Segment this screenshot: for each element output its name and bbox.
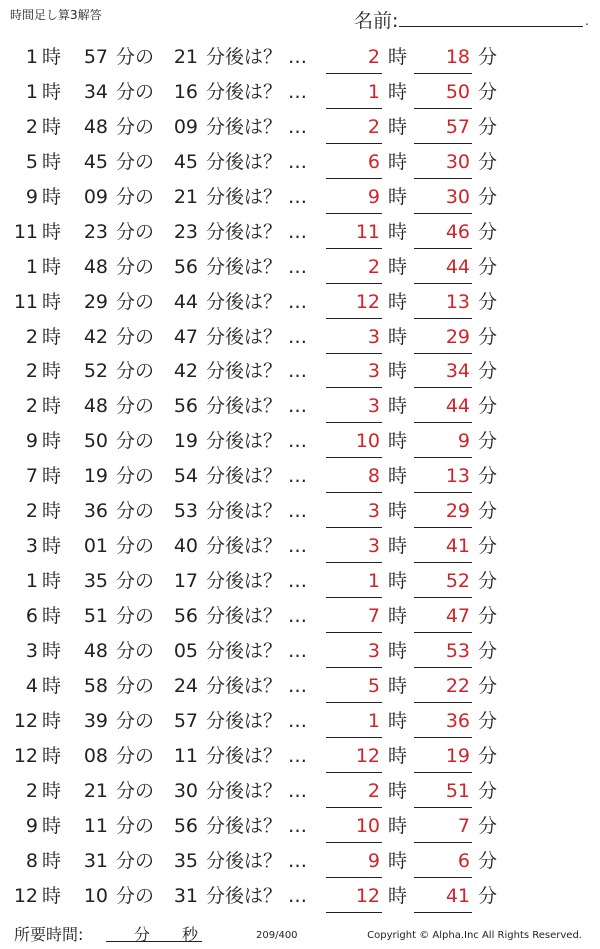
minute-of-label: 分の — [116, 325, 155, 348]
start-minute: 11 — [83, 814, 108, 837]
seconds-unit-label: 秒 — [182, 925, 199, 944]
minute-label: 分 — [478, 115, 498, 138]
hour-label: 時 — [42, 814, 62, 837]
answer-minute[interactable]: 30 — [414, 145, 472, 179]
hour-label: 時 — [388, 500, 408, 523]
problem-row — [0, 879, 600, 914]
problem-row — [0, 669, 600, 704]
question-label: 分後は？ … — [206, 150, 308, 173]
problem-row — [0, 809, 600, 844]
answer-minute[interactable]: 6 — [414, 844, 472, 878]
question-label: 分後は？ … — [206, 255, 308, 278]
problem-row — [0, 285, 600, 320]
answer-hour[interactable]: 3 — [326, 320, 382, 354]
hour-label: 時 — [42, 395, 62, 418]
answer-minute[interactable]: 13 — [414, 285, 472, 319]
hour-label: 時 — [388, 185, 408, 208]
question-label: 分後は？ … — [206, 80, 308, 103]
answer-minute[interactable]: 50 — [414, 75, 472, 109]
minute-of-label: 分の — [116, 185, 155, 208]
hour-label: 時 — [388, 605, 408, 627]
hour-label: 時 — [42, 465, 62, 488]
minute-label: 分 — [478, 150, 498, 173]
answer-hour[interactable]: 1 — [326, 564, 382, 598]
minute-label: 分 — [478, 814, 498, 837]
problem-row — [0, 320, 600, 355]
hour-label: 時 — [42, 709, 62, 732]
question-label: 分後は？ … — [206, 325, 308, 348]
problem-row — [0, 704, 600, 739]
start-hour: 1 — [25, 255, 38, 278]
name-field-line[interactable] — [399, 26, 583, 27]
minute-of-label: 分の — [116, 150, 155, 173]
minute-of-label: 分の — [116, 80, 155, 103]
hour-label: 時 — [388, 535, 408, 558]
start-minute: 10 — [83, 884, 108, 907]
hour-label: 時 — [42, 80, 62, 103]
answer-hour[interactable]: 2 — [326, 110, 382, 144]
problem-row — [0, 180, 600, 215]
answer-minute[interactable]: 36 — [414, 704, 472, 738]
start-minute: 57 — [83, 46, 108, 68]
problem-row — [0, 844, 600, 879]
problem-row — [0, 424, 600, 459]
answer-hour[interactable]: 1 — [326, 704, 382, 738]
hour-label: 時 — [42, 500, 62, 523]
added-minutes: 19 — [173, 430, 198, 453]
minute-label: 分 — [478, 674, 498, 697]
problem-row — [0, 459, 600, 494]
question-label: 分後は？ … — [206, 500, 308, 523]
page-number: 209/400 — [256, 930, 298, 941]
question-label: 分後は？ … — [206, 465, 308, 488]
start-minute: 21 — [83, 779, 108, 802]
hour-label: 時 — [42, 605, 62, 627]
answer-minute[interactable]: 44 — [414, 250, 472, 284]
start-minute: 39 — [83, 709, 108, 732]
added-minutes: 17 — [173, 570, 198, 593]
name-label: 名前: — [354, 10, 399, 32]
question-label: 分後は？ … — [206, 814, 308, 837]
answer-hour[interactable]: 2 — [326, 774, 382, 808]
answer-minute[interactable]: 44 — [414, 389, 472, 423]
hour-label: 時 — [42, 535, 62, 558]
added-minutes: 56 — [173, 605, 198, 627]
answer-hour[interactable]: 5 — [326, 669, 382, 703]
start-minute: 48 — [83, 115, 108, 138]
hour-label: 時 — [388, 220, 408, 243]
hour-label: 時 — [388, 115, 408, 138]
hour-label: 時 — [42, 290, 62, 313]
minute-label: 分 — [478, 570, 498, 593]
question-label: 分後は？ … — [206, 360, 308, 383]
question-label: 分後は？ … — [206, 570, 308, 593]
hour-label: 時 — [42, 849, 62, 872]
answer-minute[interactable]: 30 — [414, 180, 472, 214]
problem-row — [0, 145, 600, 180]
hour-label: 時 — [42, 779, 62, 802]
start-hour: 12 — [13, 884, 38, 907]
answer-hour[interactable]: 9 — [326, 844, 382, 878]
minute-label: 分 — [478, 709, 498, 732]
hour-label: 時 — [42, 46, 62, 68]
added-minutes: 40 — [173, 535, 198, 558]
answer-hour[interactable]: 3 — [326, 529, 382, 563]
answer-hour[interactable]: 10 — [326, 424, 382, 458]
added-minutes: 53 — [173, 500, 198, 523]
answer-hour[interactable]: 10 — [326, 809, 382, 843]
minute-label: 分 — [478, 46, 498, 68]
problem-row — [0, 110, 600, 145]
hour-label: 時 — [388, 150, 408, 173]
answer-minute[interactable]: 53 — [414, 634, 472, 668]
start-hour: 6 — [25, 605, 38, 627]
answer-minute[interactable]: 41 — [414, 529, 472, 563]
minute-of-label: 分の — [116, 255, 155, 278]
start-minute: 42 — [83, 325, 108, 348]
start-minute: 48 — [83, 255, 108, 278]
minute-of-label: 分の — [116, 290, 155, 313]
start-hour: 5 — [25, 150, 38, 173]
minute-of-label: 分の — [116, 360, 155, 383]
minute-label: 分 — [478, 395, 498, 418]
start-hour: 11 — [13, 220, 38, 243]
name-dot: . — [585, 14, 589, 28]
added-minutes: 09 — [173, 115, 198, 138]
added-minutes: 47 — [173, 325, 198, 348]
start-hour: 1 — [25, 46, 38, 68]
added-minutes: 23 — [173, 220, 198, 243]
start-hour: 9 — [25, 185, 38, 208]
problem-list — [0, 40, 600, 913]
hour-label: 時 — [42, 220, 62, 243]
answer-hour[interactable]: 2 — [326, 40, 382, 74]
minute-of-label: 分の — [116, 220, 155, 243]
hour-label: 時 — [42, 360, 62, 383]
hour-label: 時 — [42, 744, 62, 767]
answer-minute[interactable]: 18 — [414, 40, 472, 74]
hour-label: 時 — [388, 80, 408, 103]
question-label: 分後は？ … — [206, 639, 308, 662]
start-minute: 34 — [83, 80, 108, 103]
question-label: 分後は？ … — [206, 220, 308, 243]
added-minutes: 42 — [173, 360, 198, 383]
answer-minute[interactable]: 57 — [414, 110, 472, 144]
answer-minute[interactable]: 52 — [414, 564, 472, 598]
hour-label: 時 — [388, 674, 408, 697]
minute-of-label: 分の — [116, 674, 155, 697]
added-minutes: 35 — [173, 849, 198, 872]
minute-label: 分 — [478, 465, 498, 488]
added-minutes: 11 — [173, 744, 198, 767]
problem-row — [0, 494, 600, 529]
start-hour: 12 — [13, 709, 38, 732]
minute-of-label: 分の — [116, 779, 155, 802]
added-minutes: 16 — [173, 80, 198, 103]
minute-label: 分 — [478, 185, 498, 208]
start-minute: 01 — [83, 535, 108, 558]
hour-label: 時 — [388, 255, 408, 278]
time-required-field[interactable] — [106, 922, 202, 942]
answer-minute[interactable]: 41 — [414, 879, 472, 913]
hour-label: 時 — [42, 430, 62, 453]
added-minutes: 30 — [173, 779, 198, 802]
start-hour: 9 — [25, 814, 38, 837]
added-minutes: 24 — [173, 674, 198, 697]
start-hour: 2 — [25, 395, 38, 418]
start-hour: 4 — [25, 674, 38, 697]
question-label: 分後は？ … — [206, 185, 308, 208]
minute-label: 分 — [478, 80, 498, 103]
minute-of-label: 分の — [116, 430, 155, 453]
minute-label: 分 — [478, 779, 498, 802]
hour-label: 時 — [388, 290, 408, 313]
answer-minute[interactable]: 47 — [414, 599, 472, 633]
problem-row — [0, 40, 600, 75]
problem-row — [0, 739, 600, 774]
question-label: 分後は？ … — [206, 709, 308, 732]
minute-label: 分 — [478, 639, 498, 662]
start-minute: 48 — [83, 639, 108, 662]
question-label: 分後は？ … — [206, 535, 308, 558]
hour-label: 時 — [42, 185, 62, 208]
question-label: 分後は？ … — [206, 430, 308, 453]
minute-label: 分 — [478, 360, 498, 383]
question-label: 分後は？ … — [206, 395, 308, 418]
answer-hour[interactable]: 11 — [326, 215, 382, 249]
hour-label: 時 — [42, 150, 62, 173]
start-minute: 23 — [83, 220, 108, 243]
minute-of-label: 分の — [116, 115, 155, 138]
answer-hour[interactable]: 12 — [326, 739, 382, 773]
problem-row — [0, 774, 600, 809]
hour-label: 時 — [42, 325, 62, 348]
problem-row — [0, 389, 600, 424]
start-minute: 35 — [83, 570, 108, 593]
hour-label: 時 — [388, 709, 408, 732]
minute-label: 分 — [478, 849, 498, 872]
minute-label: 分 — [478, 500, 498, 523]
minute-label: 分 — [478, 884, 498, 907]
answer-hour[interactable]: 7 — [326, 599, 382, 633]
start-minute: 51 — [83, 605, 108, 627]
answer-hour[interactable]: 1 — [326, 75, 382, 109]
problem-row — [0, 250, 600, 285]
start-hour: 7 — [25, 465, 38, 488]
hour-label: 時 — [42, 255, 62, 278]
minute-of-label: 分の — [116, 395, 155, 418]
question-label: 分後は？ … — [206, 849, 308, 872]
hour-label: 時 — [388, 395, 408, 418]
answer-hour[interactable]: 6 — [326, 145, 382, 179]
question-label: 分後は？ … — [206, 884, 308, 907]
problem-row — [0, 634, 600, 669]
start-hour: 8 — [25, 849, 38, 872]
added-minutes: 05 — [173, 639, 198, 662]
start-hour: 2 — [25, 779, 38, 802]
start-minute: 50 — [83, 430, 108, 453]
hour-label: 時 — [42, 639, 62, 662]
hour-label: 時 — [388, 325, 408, 348]
hour-label: 時 — [42, 884, 62, 907]
start-hour: 9 — [25, 430, 38, 453]
answer-minute[interactable]: 46 — [414, 215, 472, 249]
answer-minute[interactable]: 9 — [414, 424, 472, 458]
answer-hour[interactable]: 3 — [326, 494, 382, 528]
start-minute: 48 — [83, 395, 108, 418]
added-minutes: 57 — [173, 709, 198, 732]
hour-label: 時 — [388, 46, 408, 68]
minute-label: 分 — [478, 535, 498, 558]
answer-minute[interactable]: 34 — [414, 354, 472, 388]
minutes-unit-label: 分 — [134, 925, 151, 944]
minute-label: 分 — [478, 220, 498, 243]
start-minute: 09 — [83, 185, 108, 208]
hour-label: 時 — [388, 360, 408, 383]
start-minute: 58 — [83, 674, 108, 697]
answer-minute[interactable]: 13 — [414, 459, 472, 493]
minute-of-label: 分の — [116, 605, 155, 627]
start-minute: 36 — [83, 500, 108, 523]
start-hour: 1 — [25, 570, 38, 593]
minute-label: 分 — [478, 430, 498, 453]
question-label: 分後は？ … — [206, 115, 308, 138]
start-hour: 3 — [25, 535, 38, 558]
added-minutes: 21 — [173, 46, 198, 68]
problem-row — [0, 354, 600, 389]
start-hour: 11 — [13, 290, 38, 313]
hour-label: 時 — [388, 884, 408, 907]
minute-of-label: 分の — [116, 500, 155, 523]
answer-minute[interactable]: 29 — [414, 494, 472, 528]
added-minutes: 56 — [173, 255, 198, 278]
start-minute: 52 — [83, 360, 108, 383]
question-label: 分後は？ … — [206, 744, 308, 767]
minute-label: 分 — [478, 255, 498, 278]
minute-label: 分 — [478, 290, 498, 313]
minute-of-label: 分の — [116, 849, 155, 872]
answer-minute[interactable]: 29 — [414, 320, 472, 354]
question-label: 分後は？ … — [206, 46, 308, 68]
minute-label: 分 — [478, 325, 498, 348]
start-minute: 08 — [83, 744, 108, 767]
hour-label: 時 — [388, 465, 408, 488]
answer-hour[interactable]: 9 — [326, 180, 382, 214]
hour-label: 時 — [42, 674, 62, 697]
question-label: 分後は？ … — [206, 779, 308, 802]
hour-label: 時 — [388, 849, 408, 872]
answer-minute[interactable]: 22 — [414, 669, 472, 703]
start-minute: 45 — [83, 150, 108, 173]
hour-label: 時 — [42, 570, 62, 593]
copyright-notice: Copyright © Alpha.Inc All Rights Reserved. — [367, 930, 582, 941]
minute-label: 分 — [478, 605, 498, 627]
worksheet-title: 時間足し算3解答 — [10, 8, 102, 22]
answer-hour[interactable]: 12 — [326, 879, 382, 913]
hour-label: 時 — [388, 570, 408, 593]
minute-of-label: 分の — [116, 570, 155, 593]
minute-of-label: 分の — [116, 639, 155, 662]
answer-hour[interactable]: 3 — [326, 634, 382, 668]
start-hour: 12 — [13, 744, 38, 767]
added-minutes: 56 — [173, 395, 198, 418]
start-hour: 2 — [25, 325, 38, 348]
hour-label: 時 — [388, 430, 408, 453]
minute-of-label: 分の — [116, 884, 155, 907]
hour-label: 時 — [388, 744, 408, 767]
answer-minute[interactable]: 51 — [414, 774, 472, 808]
added-minutes: 31 — [173, 884, 198, 907]
added-minutes: 56 — [173, 814, 198, 837]
minute-of-label: 分の — [116, 535, 155, 558]
problem-row — [0, 75, 600, 110]
hour-label: 時 — [42, 115, 62, 138]
answer-hour[interactable]: 3 — [326, 354, 382, 388]
start-minute: 31 — [83, 849, 108, 872]
start-hour: 2 — [25, 360, 38, 383]
problem-row — [0, 529, 600, 564]
minute-label: 分 — [478, 744, 498, 767]
hour-label: 時 — [388, 639, 408, 662]
added-minutes: 54 — [173, 465, 198, 488]
answer-hour[interactable]: 12 — [326, 285, 382, 319]
question-label: 分後は？ … — [206, 674, 308, 697]
answer-hour[interactable]: 8 — [326, 459, 382, 493]
start-hour: 3 — [25, 639, 38, 662]
question-label: 分後は？ … — [206, 290, 308, 313]
added-minutes: 21 — [173, 185, 198, 208]
time-required-label: 所要時間: — [14, 925, 84, 944]
answer-minute[interactable]: 7 — [414, 809, 472, 843]
start-hour: 1 — [25, 80, 38, 103]
minute-of-label: 分の — [116, 46, 155, 68]
minute-of-label: 分の — [116, 814, 155, 837]
start-hour: 2 — [25, 115, 38, 138]
minute-of-label: 分の — [116, 465, 155, 488]
problem-row — [0, 564, 600, 599]
answer-hour[interactable]: 2 — [326, 250, 382, 284]
hour-label: 時 — [388, 779, 408, 802]
start-hour: 2 — [25, 500, 38, 523]
problem-row — [0, 215, 600, 250]
question-label: 分後は？ … — [206, 605, 308, 627]
answer-hour[interactable]: 3 — [326, 389, 382, 423]
minute-of-label: 分の — [116, 744, 155, 767]
answer-minute[interactable]: 19 — [414, 739, 472, 773]
added-minutes: 45 — [173, 150, 198, 173]
start-minute: 19 — [83, 465, 108, 488]
minute-of-label: 分の — [116, 709, 155, 732]
hour-label: 時 — [388, 814, 408, 837]
start-minute: 29 — [83, 290, 108, 313]
added-minutes: 44 — [173, 290, 198, 313]
problem-row — [0, 599, 600, 634]
